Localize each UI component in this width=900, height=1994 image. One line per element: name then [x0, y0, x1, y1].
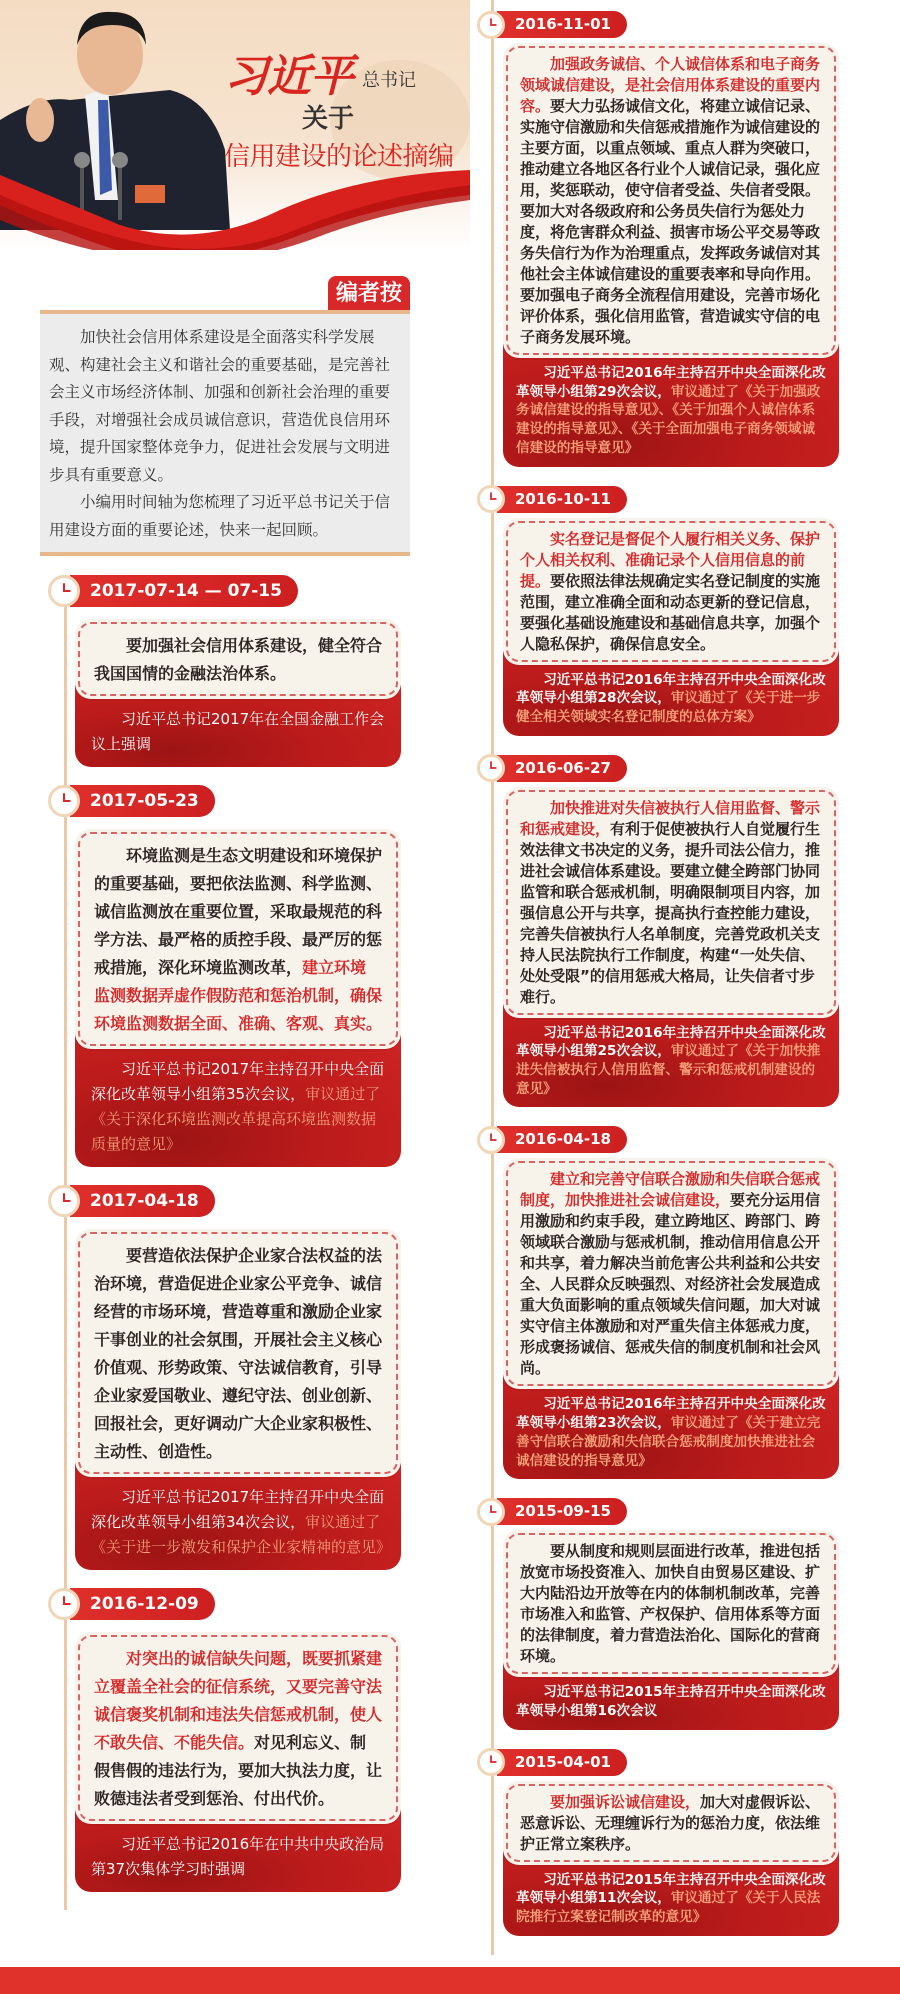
quote-body [75, 619, 401, 699]
date-label: 2017-05-23 [70, 785, 215, 817]
quote-segment: 有利于促使被执行人自觉履行生效法律文书决定的义务，提升司法公信力，推进社会诚信体系建设。要建立健全跨部门协同监管和联合惩戒机制，明确限制项目内容，加强信息公开与共享，提高执行查控能力建设，完善失信被执行人名单制度，完善党政机关支持人民法院执行工作制度，构建“一处失信、处处受限”的信用惩戒大格局，让失信者寸步难行。 [520, 819, 821, 1006]
quote-card [503, 43, 839, 467]
quote-segment: 要加强社会信用体系建设，健全符合我国国情的金融法治体系。 [94, 636, 383, 683]
quote-card [503, 1530, 839, 1729]
quote-source [503, 1004, 839, 1108]
source-document-title: 审议通过了《关于深化环境监测改革提高环境监测数据质量的意见》 [91, 1085, 381, 1153]
quote-body [503, 518, 839, 665]
quote-highlight: 加快推进对失信被执行人信用监督、警示和惩戒建设， [520, 798, 821, 838]
source-document-title: 审议通过了《关于加快推进失信被执行人信用监督、警示和惩戒机制建设的意见》 [516, 1043, 821, 1097]
title-role: 总书记 [362, 70, 416, 91]
quote-body [75, 1632, 401, 1824]
quote-segment: 要充分运用信用激励和约束手段，建立跨地区、跨部门、跨领域联合激励与惩戒机制，推动信用信息公开和共享，着力解决当前危害公共利益和公共安全、人民群众反映强烈、对经济社会发展造成重大负面影响的重点领域失信问题，加大对诚实守信主体激励和对严重失信主体惩戒力度，形成褒扬诚信、惩戒失信的制度机制和社会风尚。 [520, 1191, 821, 1378]
clock-icon [477, 11, 505, 39]
source-meeting: 习近平总书记2015年主持召开中央全面深化改革领导小组第11次会议， [516, 1871, 826, 1907]
title-subject: 信用建设的论述摘编 [224, 142, 454, 172]
clock-icon [477, 1126, 505, 1154]
date-label: 2015-04-01 [497, 1749, 627, 1776]
quote-segment: 环境监测是生态文明建设和环境保护的重要基础，要把依法监测、科学监测、诚信监测放在重要位置，采取最规范的科学方法、最严格的质控手段、最严厉的惩戒措施，深化环境监测改革， [94, 846, 383, 977]
quote-segment: 加大对虚假诉讼、恶意诉讼、无理缠诉行为的惩治力度，依法维护正常立案秩序。 [520, 1792, 821, 1853]
source-meeting: 习近平总书记2016年主持召开中央全面深化改革领导小组第29次会议， [516, 365, 826, 400]
quote-card [503, 518, 839, 736]
quote-segment: 要从制度和规则层面进行改革，推进包括放宽市场投资准入、加快自由贸易区建设、扩大内陆沿边开放等在内的体制机制改革，完善市场准入和监管、产权保护、信用体系等方面的法律制度，着力营造法治化、国际化的营商环境。 [520, 1542, 821, 1666]
source-meeting: 习近平总书记2017年主持召开中央全面深化改革领导小组第35次会议， [91, 1060, 385, 1103]
source-meeting: 习近平总书记2016年主持召开中央全面深化改革领导小组第28次会议， [516, 671, 826, 707]
quote-segment: 对见利忘义、制假售假的违法行为，要加大执法力度，让败德违法者受到惩治、付出代价。 [94, 1733, 383, 1808]
quote-body [503, 43, 839, 358]
quote-text [506, 1784, 836, 1862]
quote-highlight: 对突出的诚信缺失问题，既要抓紧建立覆盖全社会的征信系统，又要完善守法诚信褒奖机制和违法失信惩戒机制，使人不敢失信、不能失信。 [94, 1649, 383, 1752]
quote-card [503, 1158, 839, 1479]
footer-bar [0, 1967, 900, 1994]
quote-segment: 要营造依法保护企业家合法权益的法治环境，营造促进企业家公平竞争、诚信经营的市场环境，营造尊重和激励企业家干事创业的社会氛围，开展社会主义核心价值观、形势政策、守法诚信教育，引导企业家爱国敬业、遵纪守法、创业创新、回报社会，更好调动广大企业家积极性、主动性、创造性。 [94, 1246, 383, 1461]
quote-body [503, 1158, 839, 1389]
quote-source [503, 344, 839, 467]
quote-text [506, 46, 836, 355]
timeline-entry [0, 11, 900, 467]
source-document-title: 审议通过了《关于建立完善守信联合激励和失信联合惩戒制度加快推进社会诚信建设的指导意见》 [516, 1415, 821, 1469]
source-meeting: 习近平总书记2016年主持召开中央全面深化改革领导小组第23次会议， [516, 1396, 826, 1432]
clock-icon [477, 1748, 505, 1776]
quote-segment: 要依照法律法规确定实名登记制度的实施范围，建立准确全面和动态更新的登记信息，要强化基础设施建设和基础信息共享，加强个人隐私保护，确保信息安全。 [520, 571, 821, 653]
quote-text [78, 832, 398, 1046]
clock-icon [477, 485, 505, 513]
clock-icon [477, 754, 505, 782]
editor-note-paragraph: 加快社会信用体系建设是全面落实科学发展观、构建社会主义和谐社会的重要基础，是完善社会主义市场经济体制、加强和创新社会治理的重要手段，对增强社会成员诚信意识，营造优良信用环境，提升国家整体竞争力，促进社会发展与文明进步具有重要意义。 [49, 328, 391, 484]
date-label: 2016-11-01 [497, 11, 627, 38]
date-label: 2016-12-09 [70, 1588, 215, 1620]
quote-card [503, 787, 839, 1108]
quote-body [503, 1781, 839, 1865]
source-document-title: 审议通过了《关于人民法院推行立案登记制改革的意见》 [516, 1890, 821, 1926]
quote-text [78, 1232, 398, 1474]
title-about: 关于 [302, 104, 355, 134]
quote-text [78, 622, 398, 696]
source-meeting: 习近平总书记2017年在全国金融工作会议上强调 [91, 710, 385, 753]
editor-note-tab: 编者按 [328, 276, 410, 311]
quote-text [506, 790, 836, 1015]
quote-body [503, 787, 839, 1018]
date-label: 2016-04-18 [497, 1126, 627, 1153]
date-label: 2017-04-18 [70, 1185, 215, 1217]
quote-text [506, 521, 836, 662]
quote-source [503, 1375, 839, 1479]
source-document-title: 审议通过了《关于进一步健全相关领域实名登记制度的总体方案》 [516, 690, 821, 725]
quote-highlight: 要加强诉讼诚信建设， [550, 1792, 701, 1811]
clock-icon [48, 785, 80, 817]
source-meeting: 习近平总书记2016年在中共中央政治局第37次集体学习时强调 [91, 1835, 385, 1878]
date-label: 2015-09-15 [497, 1498, 627, 1525]
clock-icon [48, 575, 80, 607]
source-meeting: 习近平总书记2016年主持召开中央全面深化改革领导小组第25次会议， [516, 1024, 826, 1060]
quote-body [75, 829, 401, 1049]
quote-body [75, 1229, 401, 1477]
quote-highlight: 建立环境监测数据弄虚作假防范和惩治机制，确保环境监测数据全面、准确、客观、真实。 [94, 958, 383, 1033]
quote-highlight: 建立和完善守信联合激励和失信联合惩戒制度，加快推进社会诚信建设， [520, 1170, 821, 1210]
quote-segment: 要大力弘扬诚信文化，将建立诚信记录、实施守信激励和失信惩戒措施作为诚信建设的主要方面，以重点领域、重点人群为突破口，推动建立各地区各行业个人诚信记录，强化应用，奖惩联动，使守信者受益、失信者受限。要加大对各级政府和公务员失信行为惩处力度，将危害群众利益、损害市场公平交易等政务失信行为作为治理重点，发挥政务诚信对其他社会主体诚信建设的重要表率和导向作用。要加强电子商务全流程信用建设，完善市场化评价体系，强化信用监管，营造诚实守信的电子商务发展环境。 [520, 97, 821, 346]
date-label: 2016-10-11 [497, 486, 627, 513]
source-document-title: 审议通过了《关于加强政务诚信建设的指导意见》、《关于加强个人诚信体系建设的指导意见》、《关于全面加强电子商务领域诚信建设的指导意见》 [516, 383, 821, 456]
clock-icon [48, 1588, 80, 1620]
date-label: 2017-07-14 — 07-15 [70, 575, 298, 607]
source-document-title: 审议通过了《关于进一步激发和保护企业家精神的意见》 [91, 1513, 392, 1556]
quote-text [506, 1161, 836, 1386]
source-meeting: 习近平总书记2017年主持召开中央全面深化改革领导小组第34次会议， [91, 1488, 385, 1531]
quote-highlight: 实名登记是督促个人履行相关义务、保护个人相关权利、准确记录个人信用信息的前提。 [520, 529, 821, 590]
quote-card [503, 1781, 839, 1936]
quote-body [503, 1530, 839, 1677]
quote-text [506, 1533, 836, 1674]
date-label: 2016-06-27 [497, 755, 627, 782]
title-name: 习近平 [224, 51, 353, 102]
editor-note-paragraph: 小编用时间轴为您梳理了习近平总书记关于信用建设方面的重要论述，快来一起回顾。 [49, 493, 391, 539]
clock-icon [477, 1498, 505, 1526]
quote-text [78, 1635, 398, 1821]
source-meeting: 习近平总书记2015年主持召开中央全面深化改革领导小组第16次会议 [516, 1684, 826, 1719]
clock-icon [48, 1185, 80, 1217]
quote-highlight: 加强政务诚信、个人诚信体系和电子商务领域诚信建设，是社会信用体系建设的重要内容。 [520, 55, 821, 115]
